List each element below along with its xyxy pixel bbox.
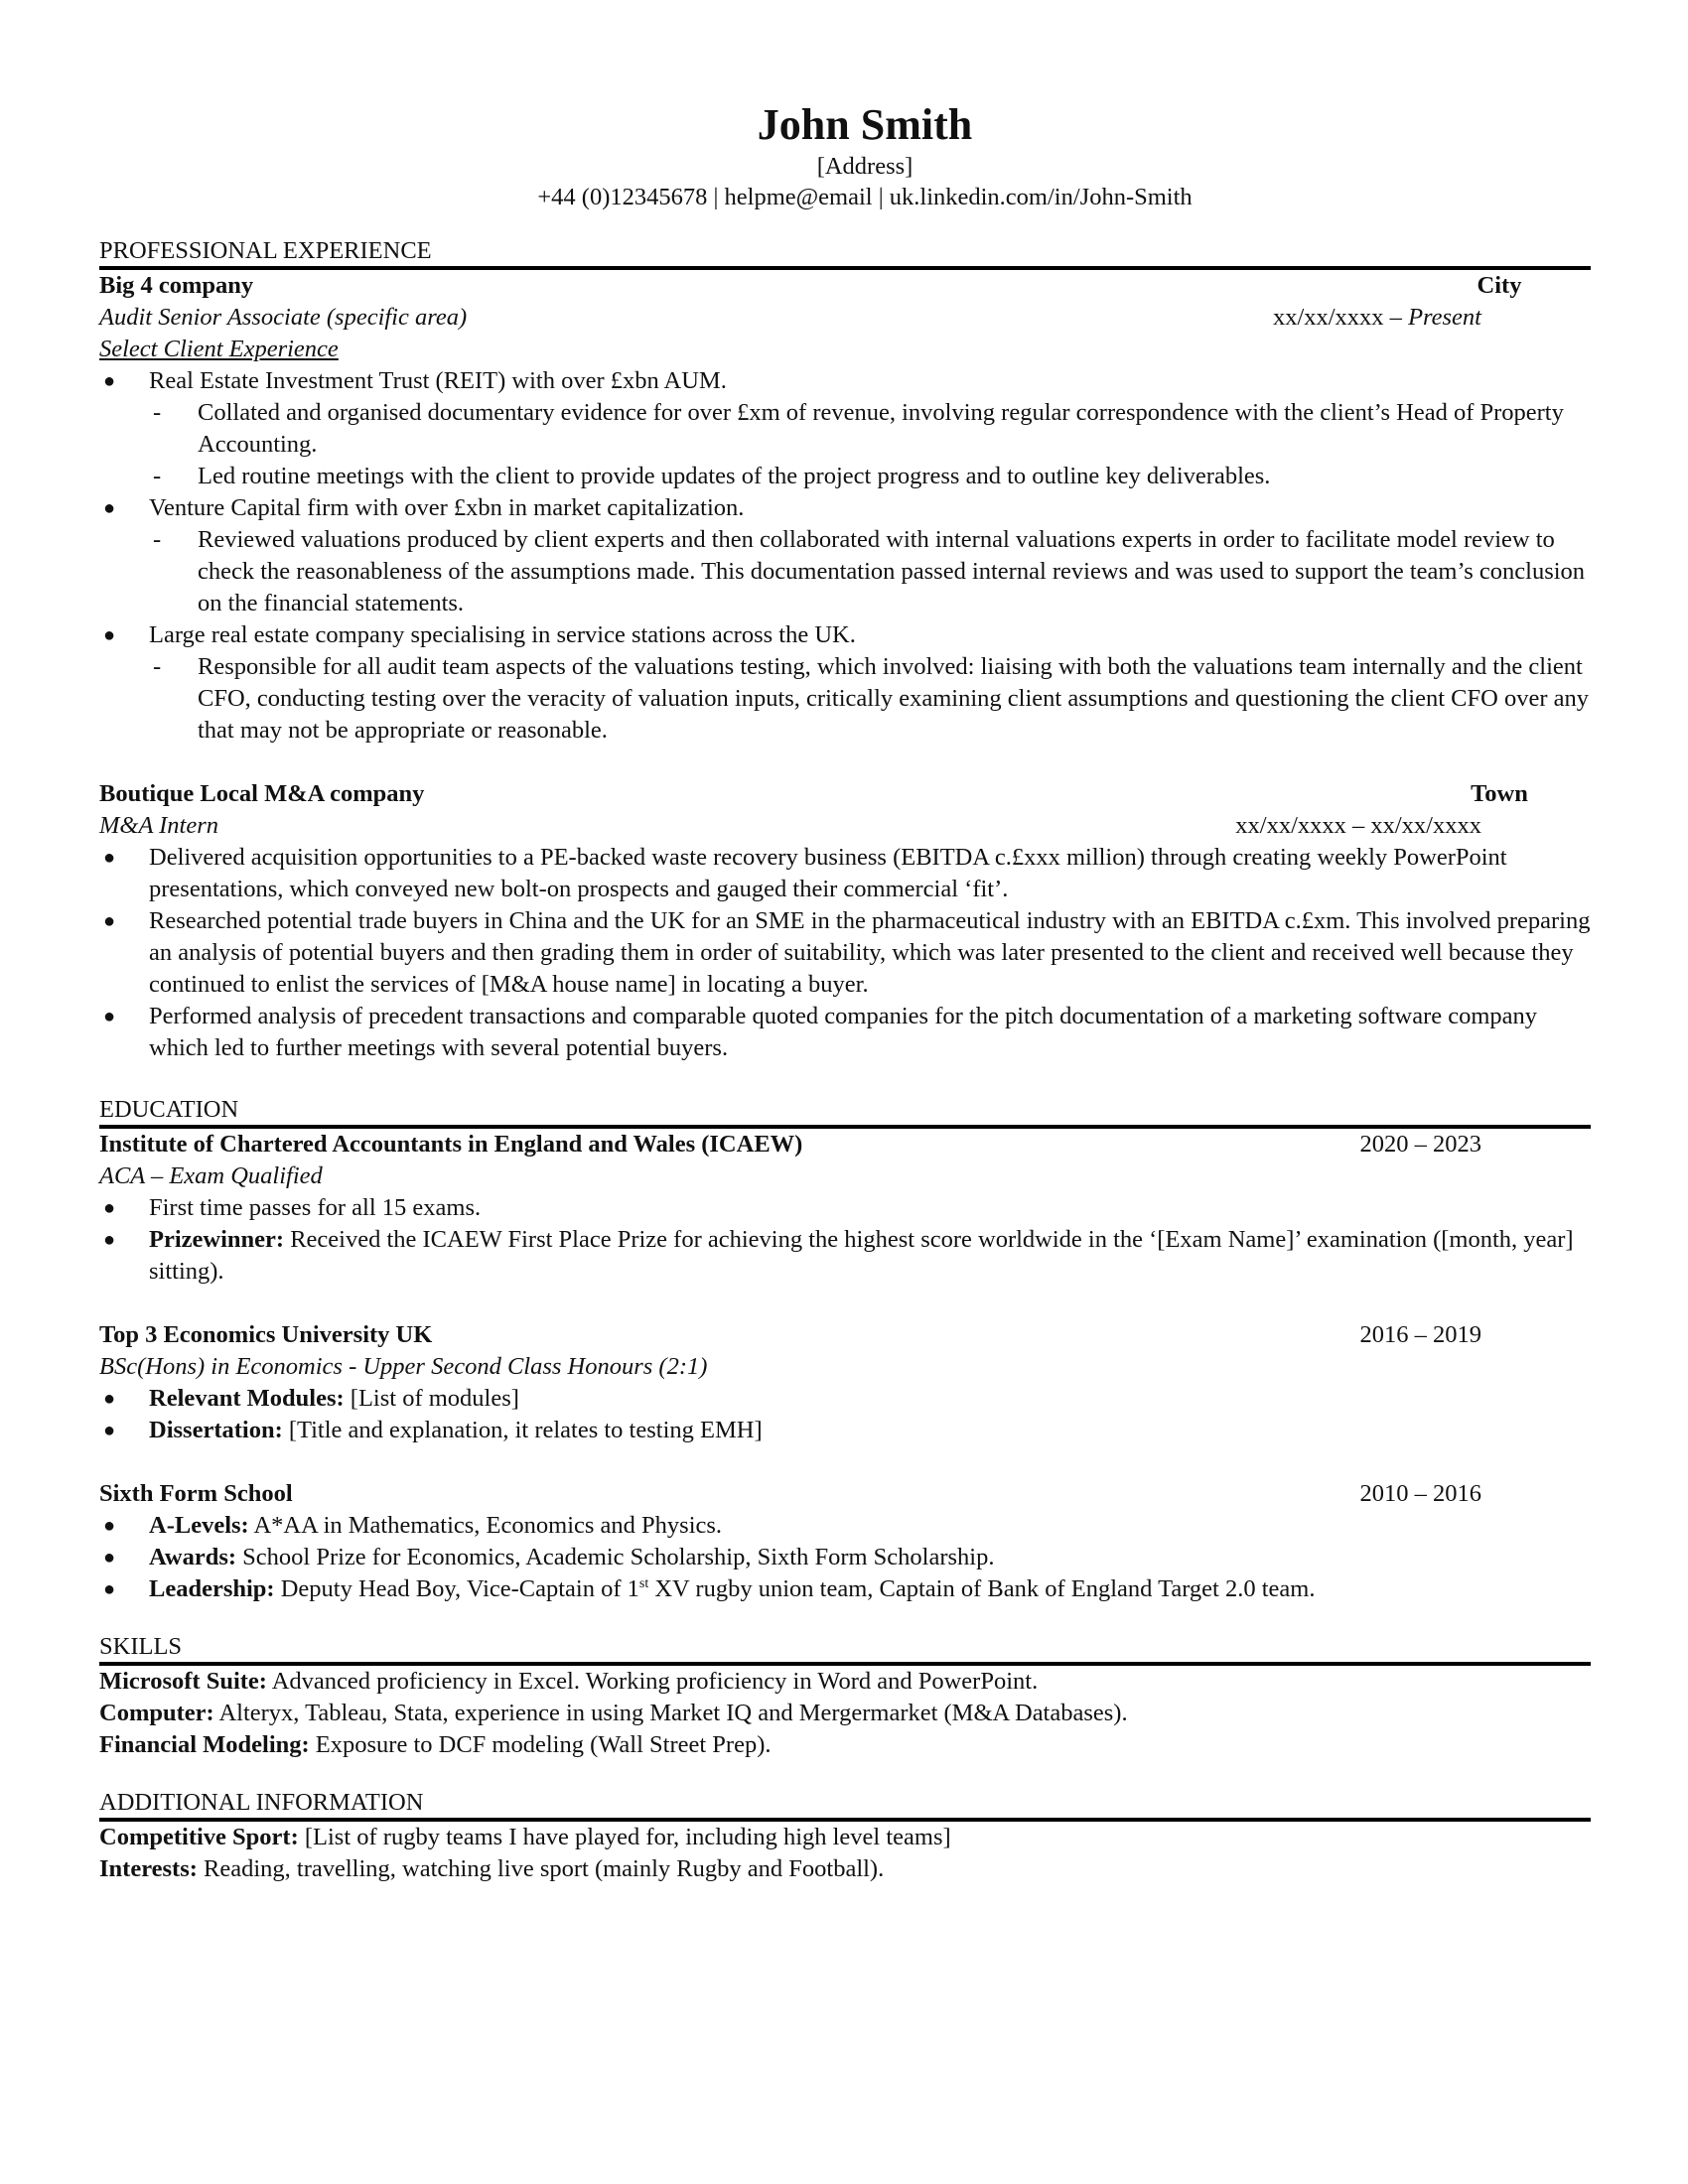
job-location: City <box>1477 272 1522 299</box>
client-text: Large real estate company specialising in service stations across the UK. <box>149 621 856 648</box>
bullet-text: Researched potential trade buyers in China and the UK for an SME in the pharmaceutical industry with an EBITDA c.£xm. This involved preparing an analysis of potential buyers and then grading them in order of suitability, which was later presented to the client and received well because they continued to enlist the services of [M&A house name] in locating a buyer. <box>149 907 1591 998</box>
bullet-icon: ● <box>102 910 116 932</box>
job-date-start: xx/xx/xxxx – <box>1272 304 1409 331</box>
section-experience <box>99 237 1591 1064</box>
skill-line <box>99 1666 1591 1698</box>
skill-label: Financial Modeling: <box>99 1731 310 1758</box>
bullet-icon: ● <box>102 624 116 646</box>
job-bullet <box>99 1001 1591 1064</box>
bullet-label: Dissertation: <box>149 1417 283 1443</box>
bullet-icon: ● <box>102 1420 116 1441</box>
school-bullets <box>99 1383 1591 1446</box>
school-entry <box>99 1319 1591 1446</box>
skill-label: Computer: <box>99 1700 214 1726</box>
school-bullet <box>99 1510 1591 1542</box>
job-subheading: Select Client Experience <box>99 336 339 362</box>
school-bullets <box>99 1192 1591 1288</box>
job-role: M&A Intern <box>99 812 218 839</box>
detail-item <box>149 651 1591 747</box>
job-role: Audit Senior Associate (specific area) <box>99 304 468 331</box>
school-bullet <box>99 1383 1591 1415</box>
bullet-text: First time passes for all 15 exams. <box>149 1194 482 1221</box>
detail-item <box>149 524 1591 619</box>
school-header <box>99 1129 1591 1160</box>
dash-icon: - <box>153 399 162 426</box>
resume-page <box>99 99 1591 1885</box>
school-name: Sixth Form School <box>99 1480 293 1507</box>
section-title: PROFESSIONAL EXPERIENCE <box>99 237 432 264</box>
bullet-icon: ● <box>102 1578 116 1600</box>
section-education <box>99 1096 1591 1605</box>
job-role-row <box>99 302 1591 334</box>
job-date: xx/xx/xxxx – xx/xx/xxxx <box>1235 812 1481 839</box>
school-bullet <box>99 1415 1591 1446</box>
job-header <box>99 270 1591 302</box>
dash-icon: - <box>153 463 162 489</box>
job-role-row <box>99 810 1591 842</box>
bullet-icon: ● <box>102 1547 116 1569</box>
resume-header <box>99 99 1591 212</box>
dash-icon: - <box>153 526 162 553</box>
detail-text: Responsible for all audit team aspects of the valuations testing, which involved: liaising with both the valuations team internally and the client CFO, conducting testing over the veracity of valuation inputs, critically examining client assumptions and questioning the client CFO over any that may not be appropriate or reasonable. <box>198 653 1589 744</box>
school-name: Institute of Chartered Accountants in England and Wales (ICAEW) <box>99 1131 803 1158</box>
info-text: Reading, travelling, watching live sport (mainly Rugby and Football). <box>197 1855 885 1882</box>
section-title: EDUCATION <box>99 1096 239 1123</box>
client-text: Venture Capital firm with over £xbn in market capitalization. <box>149 494 745 521</box>
detail-text: Collated and organised documentary evidence for over £xm of revenue, involving regular correspondence with the client’s Head of Property Accounting. <box>198 399 1564 458</box>
bullet-text: A*AA in Mathematics, Economics and Physics. <box>248 1512 723 1539</box>
bullet-label: A-Levels: <box>149 1512 249 1539</box>
job-header <box>99 778 1591 810</box>
skill-text: Alteryx, Tableau, Stata, experience in using Market IQ and Mergermarket (M&A Databases). <box>213 1700 1128 1726</box>
detail-item <box>149 397 1591 461</box>
bullet-icon: ● <box>102 1197 116 1219</box>
school-bullets <box>99 1510 1591 1605</box>
company-name: Big 4 company <box>99 272 254 299</box>
school-bullet <box>99 1192 1591 1224</box>
job-bullet <box>99 842 1591 905</box>
bullet-icon: ● <box>102 1515 116 1537</box>
school-header <box>99 1478 1591 1510</box>
bullet-text: [Title and explanation, it relates to testing EMH] <box>282 1417 763 1443</box>
school-date: 2020 – 2023 <box>1359 1131 1481 1158</box>
school-qualification: BSc(Hons) in Economics - Upper Second Class Honours (2:1) <box>99 1353 708 1380</box>
section-skills <box>99 1633 1591 1761</box>
bullet-icon: ● <box>102 1006 116 1027</box>
job-entry <box>99 778 1591 1064</box>
client-text: Real Estate Investment Trust (REIT) with over £xbn AUM. <box>149 367 727 394</box>
info-label: Interests: <box>99 1855 198 1882</box>
school-date: 2010 – 2016 <box>1359 1480 1481 1507</box>
bullet-icon: ● <box>102 1388 116 1410</box>
school-date: 2016 – 2019 <box>1359 1321 1481 1348</box>
school-qualification: ACA – Exam Qualified <box>99 1162 323 1189</box>
info-line <box>99 1822 1591 1853</box>
job-date-end: Present <box>1408 304 1481 331</box>
skill-line <box>99 1698 1591 1729</box>
school-entry <box>99 1478 1591 1605</box>
detail-item <box>149 461 1591 492</box>
candidate-contact: +44 (0)12345678 | helpme@email | uk.linkedin.com/in/John-Smith <box>537 184 1193 210</box>
client-list <box>99 365 1591 747</box>
school-header <box>99 1319 1591 1351</box>
client-item <box>99 619 1591 747</box>
job-location: Town <box>1471 780 1528 807</box>
bullet-label: Relevant Modules: <box>149 1385 345 1412</box>
candidate-address: [Address] <box>816 153 914 180</box>
ordinal-superscript: st <box>638 1576 649 1591</box>
detail-text: Led routine meetings with the client to provide updates of the project progress and to outline key deliverables. <box>198 463 1271 489</box>
bullet-text-cont: XV rugby union team, Captain of Bank of England Target 2.0 team. <box>648 1575 1316 1602</box>
client-item <box>99 365 1591 492</box>
client-details <box>149 524 1591 619</box>
candidate-name: John Smith <box>757 100 973 149</box>
bullet-text: Performed analysis of precedent transactions and comparable quoted companies for the pitch documentation of a marketing software company which led to further meetings with several potential buyers. <box>149 1003 1538 1061</box>
school-bullet <box>99 1573 1591 1605</box>
bullet-text: Received the ICAEW First Place Prize for achieving the highest score worldwide in the ‘[Exam Name]’ examination ([month, year] sitting). <box>149 1226 1574 1285</box>
bullet-icon: ● <box>102 847 116 869</box>
school-name: Top 3 Economics University UK <box>99 1321 433 1348</box>
client-item <box>99 492 1591 619</box>
bullet-text: [List of modules] <box>344 1385 519 1412</box>
skill-text: Advanced proficiency in Excel. Working proficiency in Word and PowerPoint. <box>266 1668 1039 1695</box>
section-title: ADDITIONAL INFORMATION <box>99 1789 424 1816</box>
section-additional <box>99 1789 1591 1885</box>
school-entry <box>99 1129 1591 1288</box>
dash-icon: - <box>153 653 162 680</box>
bullet-text: Delivered acquisition opportunities to a PE-backed waste recovery business (EBITDA c.£xxx million) through creating weekly PowerPoint presentations, which conveyed new bolt-on prospects and gauged their commercial ‘fit’. <box>149 844 1507 902</box>
info-label: Competitive Sport: <box>99 1824 299 1850</box>
info-line <box>99 1853 1591 1885</box>
client-details <box>149 651 1591 747</box>
bullet-icon: ● <box>102 370 116 392</box>
school-bullet <box>99 1224 1591 1288</box>
skill-label: Microsoft Suite: <box>99 1668 267 1695</box>
client-details <box>149 397 1591 492</box>
job-date <box>1273 302 1481 334</box>
bullet-icon: ● <box>102 1229 116 1251</box>
school-bullet <box>99 1542 1591 1573</box>
skill-text: Exposure to DCF modeling (Wall Street Prep). <box>309 1731 772 1758</box>
section-title: SKILLS <box>99 1633 183 1660</box>
bullet-label: Awards: <box>149 1544 237 1570</box>
skill-line <box>99 1729 1591 1761</box>
info-text: [List of rugby teams I have played for, including high level teams] <box>298 1824 951 1850</box>
bullet-icon: ● <box>102 497 116 519</box>
company-name: Boutique Local M&A company <box>99 780 425 807</box>
job-bullets <box>99 842 1591 1064</box>
bullet-text: School Prize for Economics, Academic Scholarship, Sixth Form Scholarship. <box>236 1544 995 1570</box>
job-entry <box>99 270 1591 747</box>
detail-text: Reviewed valuations produced by client experts and then collaborated with internal valuations experts in order to facilitate model review to check the reasonableness of the assumptions made. This documentation passed internal reviews and was used to support the team’s conclusion on the financial statements. <box>198 526 1586 616</box>
job-bullet <box>99 905 1591 1001</box>
bullet-text: Deputy Head Boy, Vice-Captain of 1 <box>274 1575 639 1602</box>
bullet-label: Prizewinner: <box>149 1226 285 1253</box>
bullet-label: Leadership: <box>149 1575 275 1602</box>
